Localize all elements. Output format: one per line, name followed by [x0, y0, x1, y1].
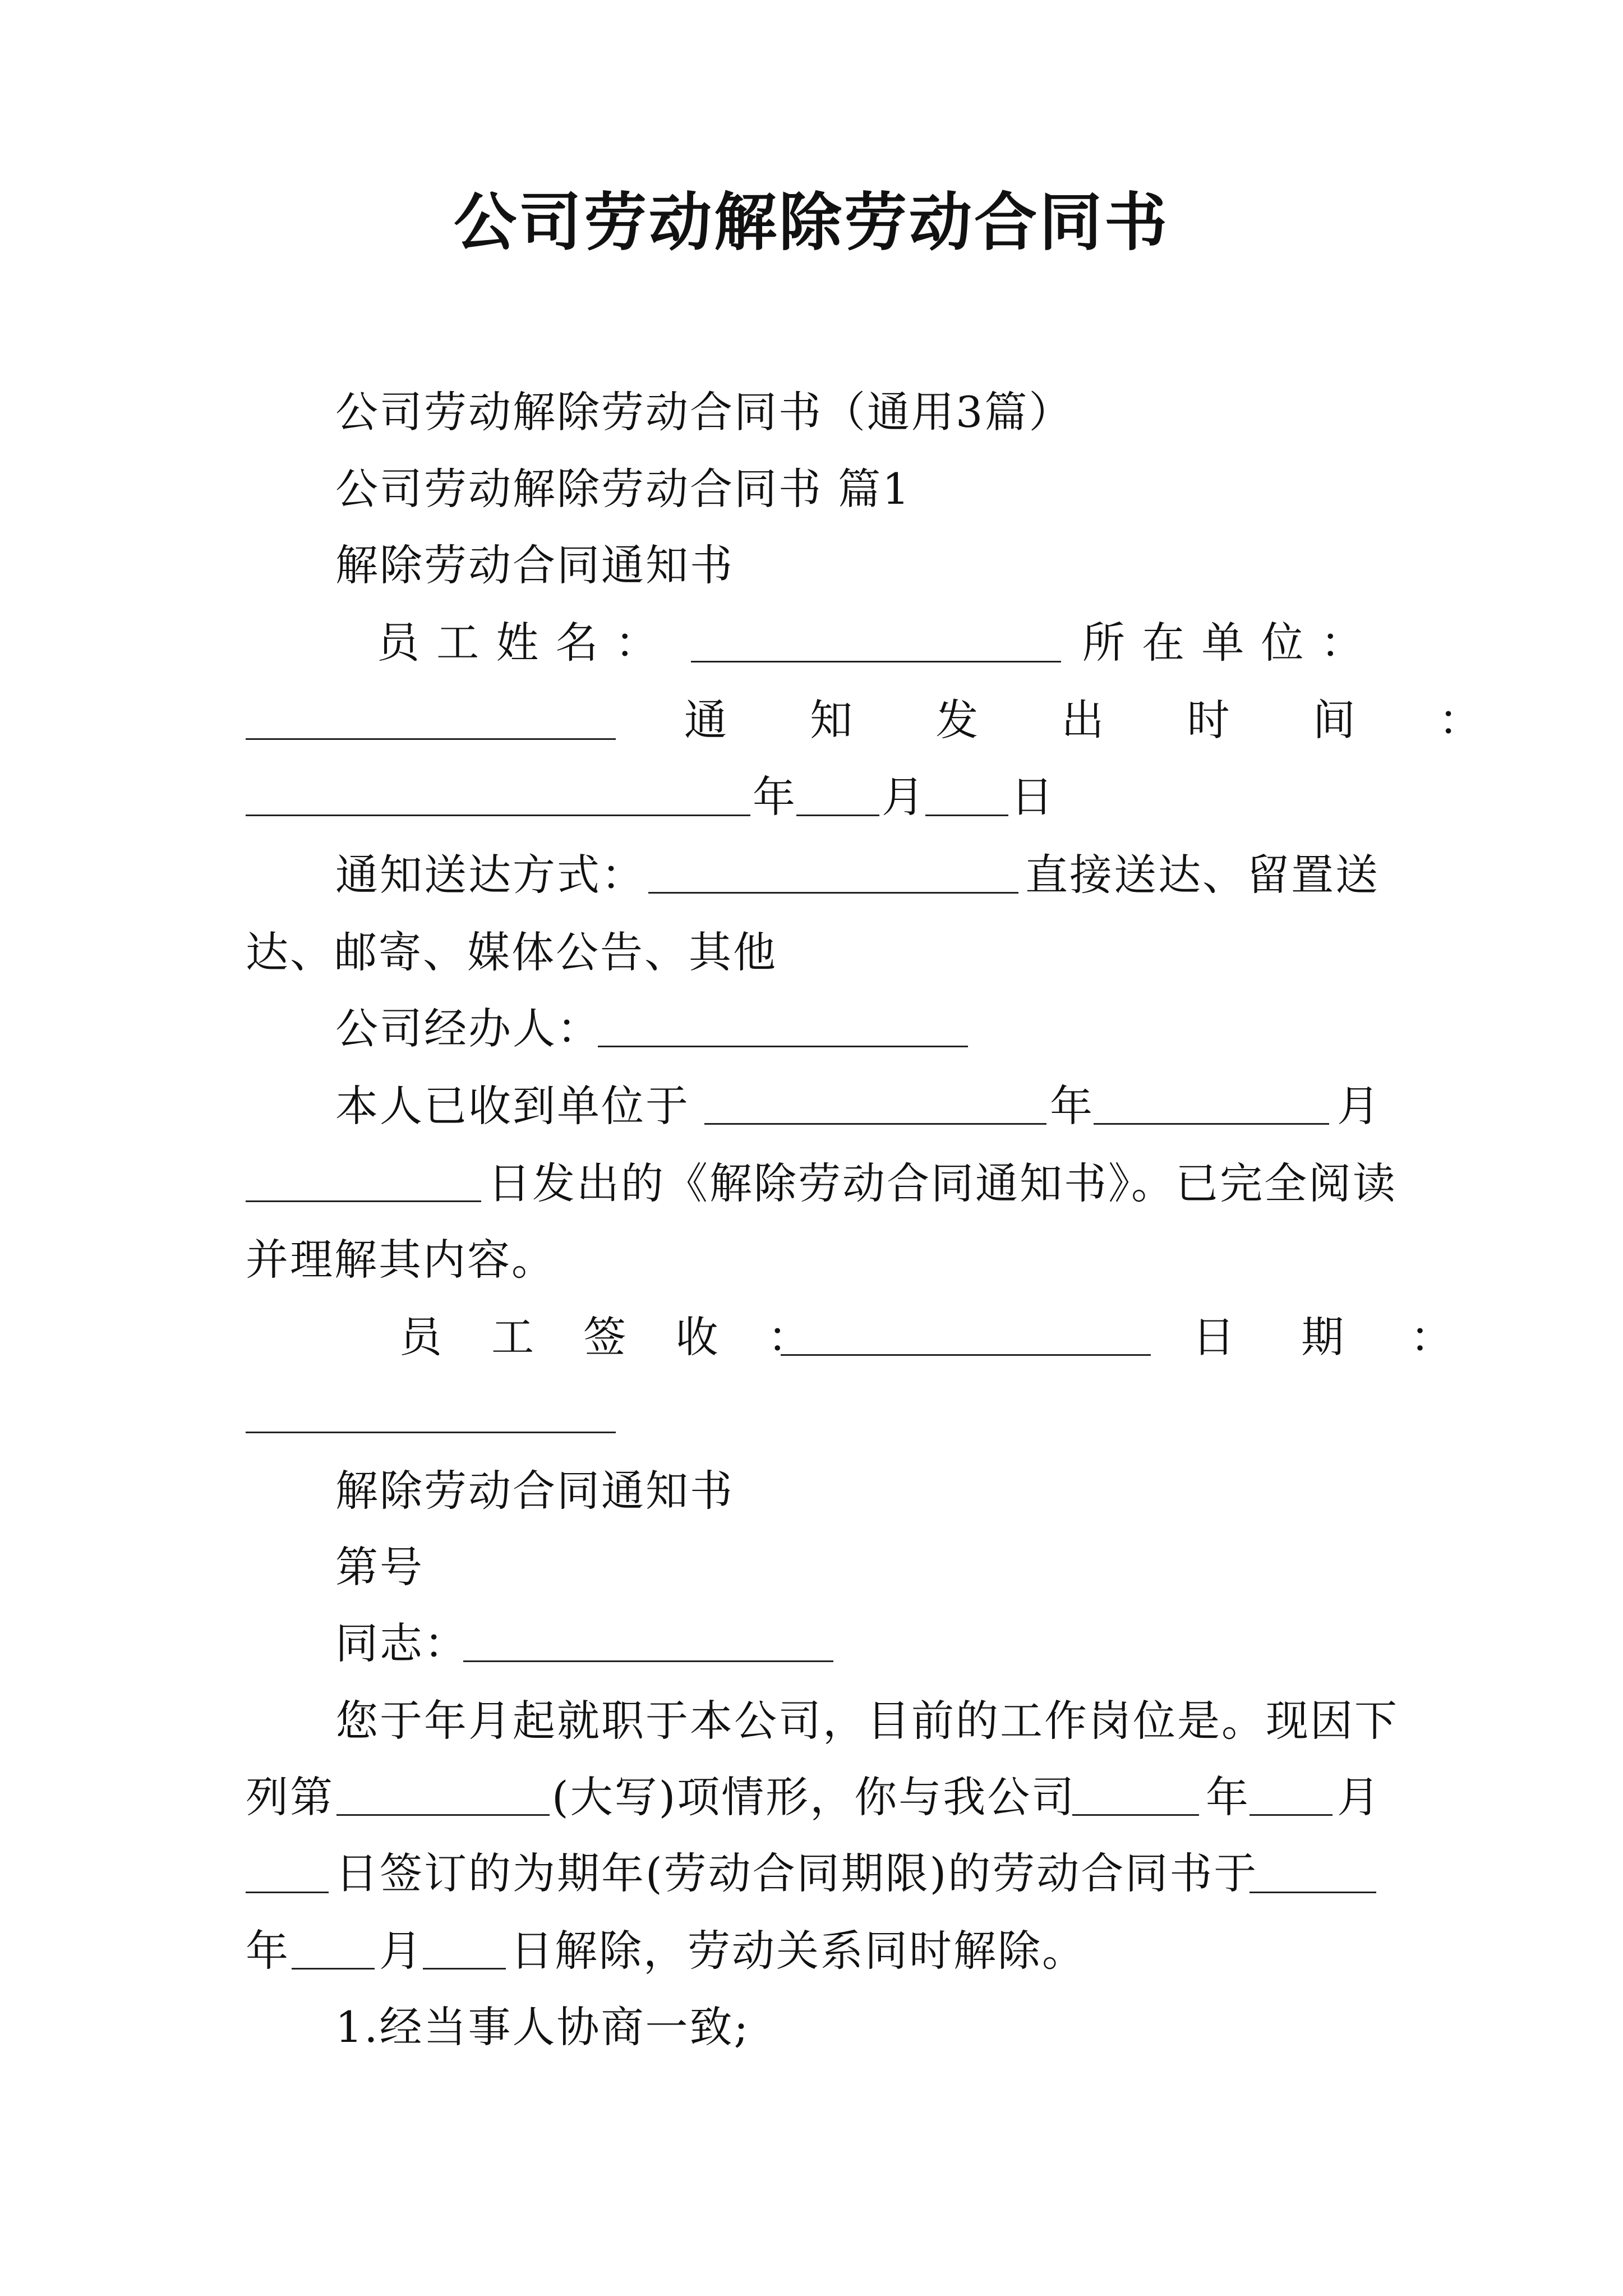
comrade-name-field[interactable]: [463, 1660, 833, 1662]
sign-date-field[interactable]: [246, 1432, 616, 1433]
body-line1: 您于年月起就职于本公司，目前的工作岗位是。现因下: [335, 1696, 1399, 1746]
body-line4-year: 年: [246, 1926, 290, 1976]
delivery-label: 通知送达方式：: [335, 850, 645, 900]
body-line2-month: 月: [1337, 1772, 1381, 1822]
body-line4-end: 日解除，劳动关系同时解除。: [510, 1926, 1086, 1976]
delivery-options-line2: 达、邮寄、媒体公告、其他: [246, 927, 777, 977]
notice-heading-2: 解除劳动合同通知书: [335, 1466, 734, 1516]
body-line2-mid: (大写)项情形，你与我公司: [552, 1772, 1076, 1822]
list-item-1: 1.经当事人协商一致;: [335, 2002, 750, 2052]
body-line4-month: 月: [379, 1926, 423, 1976]
handler-label: 公司经办人：: [335, 1004, 601, 1053]
receipt-line3: 并理解其内容。: [246, 1235, 556, 1285]
unit-field[interactable]: [246, 738, 616, 740]
situation-number-field[interactable]: [336, 1814, 550, 1816]
notice-date-day-field[interactable]: [925, 815, 1008, 816]
terminate-day-field[interactable]: [423, 1968, 506, 1970]
notice-heading: 解除劳动合同通知书: [335, 540, 734, 590]
day-label: 日: [1011, 772, 1055, 822]
delivery-options-line1: 直接送达、留置送: [1025, 850, 1380, 900]
receipt-line1-start: 本人已收到单位于: [335, 1081, 690, 1131]
employee-sign-field[interactable]: [781, 1354, 1151, 1356]
receipt-month-label: 月: [1337, 1081, 1381, 1131]
section-heading: 公司劳动解除劳动合同书 篇1: [335, 464, 911, 514]
terminate-year-field[interactable]: [1249, 1892, 1376, 1893]
delivery-field[interactable]: [648, 892, 1018, 894]
sign-year-field[interactable]: [1072, 1814, 1199, 1816]
sign-month-field[interactable]: [1249, 1814, 1332, 1816]
receipt-line2: 日发出的《解除劳动合同通知书》。已完全阅读: [488, 1158, 1397, 1208]
sign-date-label: 日 期 ：: [1192, 1312, 1455, 1362]
notice-time-label: 通 知 发 出 时 间 ：: [684, 695, 1483, 745]
receipt-month-field[interactable]: [1094, 1123, 1329, 1125]
body-line2-year: 年: [1206, 1772, 1250, 1822]
subtitle: 公司劳动解除劳动合同书（通用3篇）: [335, 387, 1073, 437]
body-line2-start: 列第: [246, 1772, 334, 1822]
notice-date-month-field[interactable]: [796, 815, 879, 816]
year-label: 年: [753, 772, 797, 822]
document-title: 公司劳动解除劳动合同书: [454, 186, 1169, 259]
handler-field[interactable]: [598, 1046, 968, 1047]
notice-date-year-field[interactable]: [246, 815, 750, 816]
comrade-label: 同志：: [335, 1618, 468, 1668]
employee-name-label: 员 工 姓 名 ：: [377, 618, 660, 668]
sign-day-field[interactable]: [246, 1892, 329, 1893]
month-label: 月: [882, 772, 926, 822]
receipt-day-field[interactable]: [246, 1200, 481, 1202]
employee-sign-label: 员 工 签 收 ：: [399, 1312, 812, 1362]
terminate-month-field[interactable]: [292, 1968, 375, 1970]
number-label: 第号: [335, 1542, 424, 1592]
receipt-year-field[interactable]: [704, 1123, 1046, 1125]
unit-label: 所 在 单 位 ：: [1082, 618, 1365, 668]
body-line3: 日签订的为期年(劳动合同期限)的劳动合同书于: [335, 1848, 1258, 1898]
employee-name-field[interactable]: [691, 661, 1061, 662]
receipt-year-label: 年: [1050, 1081, 1094, 1131]
